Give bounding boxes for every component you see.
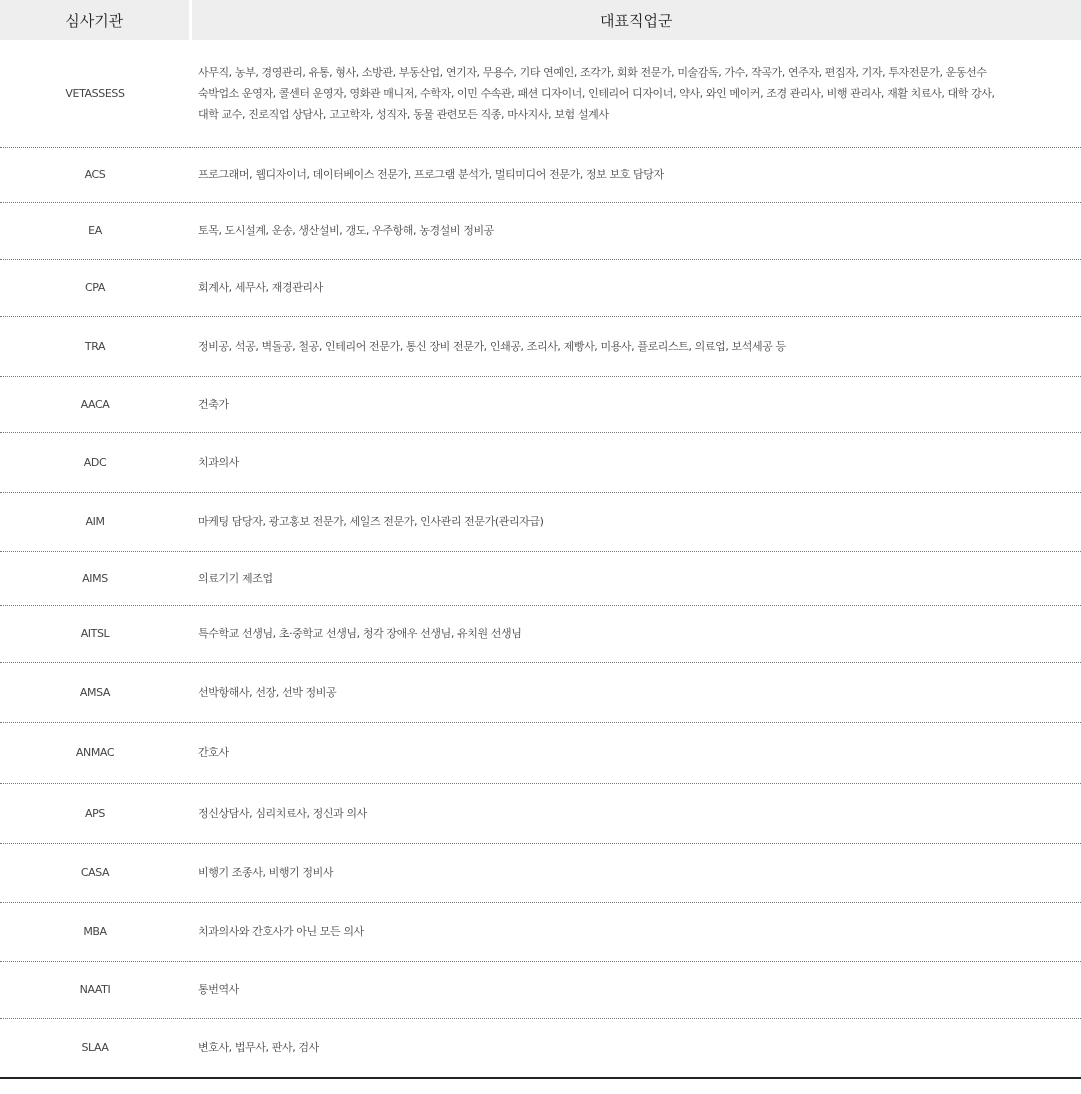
table-row [0,843,1081,902]
jobs-cell: 정비공, 석공, 벽돌공, 철공, 인테리어 전문가, 통신 장비 전문가, 인쇄공, 조리사, 제빵사, 미용사, 플로리스트, 의료업, 보석세공 등 [190,316,1081,376]
table-row [0,316,1081,376]
agency-cell: AIMS [0,551,190,605]
jobs-line: 대학 교수, 진로직업 상담사, 고고학자, 성직자, 동물 관련모든 직종, 마사지사, 보험 설계사 [198,107,609,121]
jobs-line: 사무직, 농부, 경영관리, 유통, 형사, 소방관, 부동산업, 연기자, 무용수, 기타 연예인, 조각가, 회화 전문가, 미술감독, 가수, 작곡가, 연주자, 편집자, 기자, 투자전문가, 운동선수 [198,65,987,79]
jobs-cell: 토목, 도시설계, 운송, 생산설비, 갱도, 우주항해, 농경설비 정비공 [190,202,1081,259]
jobs-cell: 치과의사와 간호사가 아닌 모든 의사 [190,902,1081,961]
table-row [0,147,1081,202]
table-row [0,492,1081,551]
table-row [0,605,1081,662]
jobs-cell: 통번역사 [190,961,1081,1018]
agency-cell: APS [0,783,190,843]
table-row [0,783,1081,843]
jobs-cell: 치과의사 [190,432,1081,492]
jobs-cell: 특수학교 선생님, 초·중학교 선생님, 청각 장애우 선생님, 유치원 선생님 [190,605,1081,662]
jobs-cell: 마케팅 담당자, 광고홍보 전문가, 세일즈 전문가, 인사관리 전문가(관리자급) [190,492,1081,551]
agency-cell: ANMAC [0,722,190,783]
agency-cell: ACS [0,147,190,202]
jobs-cell: 의료기기 제조업 [190,551,1081,605]
agency-cell: NAATI [0,961,190,1018]
table-row [0,40,1081,147]
table-row [0,722,1081,783]
jobs-cell: 건축가 [190,376,1081,432]
table-row [0,259,1081,316]
agency-cell: SLAA [0,1018,190,1078]
table-row [0,376,1081,432]
agency-cell: ADC [0,432,190,492]
agency-cell: VETASSESS [0,40,190,147]
table-header-row [0,0,1081,40]
agency-cell: AITSL [0,605,190,662]
table-row [0,662,1081,722]
jobs-line: 숙박업소 운영자, 콜센터 운영자, 영화관 매니저, 수학자, 이민 수속관, 패션 디자이너, 인테리어 디자이너, 약사, 와인 메이커, 조경 관리사, 비행 관리사, 재활 치료사, 대학 강사, [198,86,995,100]
jobs-cell: 정신상담사, 심리치료사, 정신과 의사 [190,783,1081,843]
agency-cell: CASA [0,843,190,902]
jobs-cell: 변호사, 법무사, 판사, 검사 [190,1018,1081,1078]
header-jobs: 대표직업군 [190,0,1081,40]
agency-cell: EA [0,202,190,259]
agency-cell: AIM [0,492,190,551]
agency-cell: AMSA [0,662,190,722]
agency-cell: CPA [0,259,190,316]
jobs-cell [190,40,1081,147]
table-row [0,202,1081,259]
table-row [0,961,1081,1018]
agency-cell: TRA [0,316,190,376]
jobs-cell: 비행기 조종사, 비행기 정비사 [190,843,1081,902]
table-row [0,551,1081,605]
agency-cell: MBA [0,902,190,961]
jobs-cell: 선박항해사, 선장, 선박 정비공 [190,662,1081,722]
jobs-cell: 간호사 [190,722,1081,783]
table-row [0,1018,1081,1078]
table-row [0,902,1081,961]
header-agency: 심사기관 [0,0,190,40]
jobs-cell: 프로그래머, 웹디자이너, 데이터베이스 전문가, 프로그램 분석가, 멀티미디어 전문가, 정보 보호 담당자 [190,147,1081,202]
agency-cell: AACA [0,376,190,432]
table-row [0,432,1081,492]
jobs-cell: 회계사, 세무사, 재경관리사 [190,259,1081,316]
